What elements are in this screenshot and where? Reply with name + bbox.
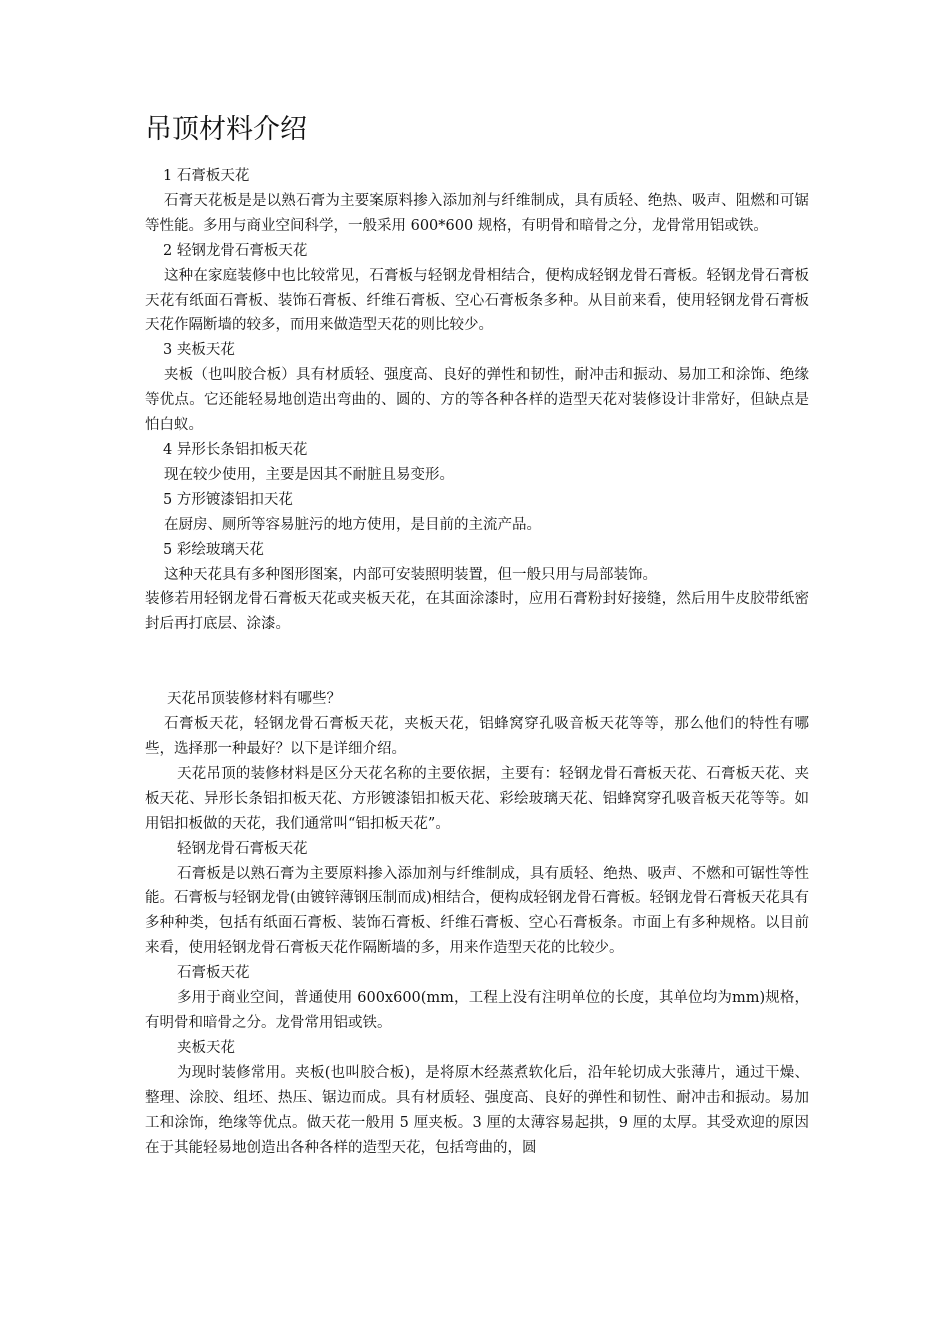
paragraph: 在厨房、厕所等容易脏污的地方使用，是目前的主流产品。 bbox=[164, 516, 541, 533]
section-heading: 5 方形镀漆铝扣天花 bbox=[163, 491, 293, 508]
paragraph: 这种天花具有多种图形图案，内部可安装照明装置，但一般只用与局部装饰。 bbox=[164, 566, 657, 583]
section-heading: 轻钢龙骨石膏板天花 bbox=[177, 840, 308, 857]
paragraph: 天花吊顶的装修材料是区分天花名称的主要依据，主要有：轻钢龙骨石膏板天花、石膏板天花、夹板天花、异形长条铝扣板天花、方形镀漆铝扣板天花、彩绘玻璃天花、铝蜂窝穿孔吸音板天花等等。如用铝扣板做的天花，我们通常叫“铝扣板天花”。 bbox=[145, 765, 809, 832]
section-spacer bbox=[145, 637, 809, 687]
section-heading: 天花吊顶装修材料有哪些？ bbox=[167, 691, 341, 708]
paragraph: 现在较少使用，主要是因其不耐脏且易变形。 bbox=[164, 466, 454, 483]
section-heading: 1 石膏板天花 bbox=[163, 168, 250, 184]
section-heading: 5 彩绘玻璃天花 bbox=[163, 541, 264, 558]
paragraph: 石膏板是以熟石膏为主要原料掺入添加剂与纤维制成，具有质轻、绝热、吸声、不燃和可锯性等性能。石膏板与轻钢龙骨(由镀锌薄钢压制而成)相结合，便构成轻钢龙骨石膏板。轻钢龙骨石膏板天花具有多种种类，包括有纸面石膏板、装饰石膏板、纤维石膏板、空心石膏板条。市面上有多种规格。以目前来看，使用轻钢龙骨石膏板天花作隔断墙的多，用来作造型天花的比较少。 bbox=[145, 865, 809, 957]
document-body bbox=[145, 164, 809, 1160]
paragraph: 这种在家庭装修中也比较常见，石膏板与轻钢龙骨相结合，便构成轻钢龙骨石膏板。轻钢龙骨石膏板天花有纸面石膏板、装饰石膏板、纤维石膏板、空心石膏板条多种。从目前来看，使用轻钢龙骨石膏板天花作隔断墙的较多，而用来做造型天花的则比较少。 bbox=[145, 267, 809, 334]
document-title: 吊顶材料介绍 bbox=[145, 114, 307, 145]
section-heading: 夹板天花 bbox=[177, 1039, 235, 1056]
paragraph: 为现时装修常用。夹板(也叫胶合板)，是将原木经蒸煮软化后，沿年轮切成大张薄片，通过干燥、整理、涂胶、组坯、热压、锯边而成。具有材质轻、强度高、良好的弹性和韧性、耐冲击和振动。易加工和涂饰，绝缘等优点。做天花一般用 5 厘夹板。3 厘的太薄容易起拱，9 厘的太厚。其受欢迎的原因在于其能轻易地创造出各种各样的造型天花，包括弯曲的，圆 bbox=[145, 1064, 809, 1156]
section-heading: 2 轻钢龙骨石膏板天花 bbox=[163, 242, 308, 259]
paragraph: 夹板（也叫胶合板）具有材质轻、强度高、良好的弹性和韧性，耐冲击和振动、易加工和涂饰、绝缘等优点。它还能轻易地创造出弯曲的、圆的、方的等各种各样的造型天花对装修设计非常好，但缺点是怕白蚁。 bbox=[145, 367, 809, 434]
paragraph: 多用于商业空间，普通使用 600x600(mm，工程上没有注明单位的长度，其单位均为mm)规格，有明骨和暗骨之分。龙骨常用铝或铁。 bbox=[145, 990, 809, 1031]
section-heading: 4 异形长条铝扣板天花 bbox=[163, 441, 308, 458]
paragraph: 石膏板天花，轻钢龙骨石膏板天花，夹板天花，铝蜂窝穿孔吸音板天花等等，那么他们的特性有哪些，选择那一种最好？以下是详细介绍。 bbox=[145, 716, 809, 758]
section-heading: 3 夹板天花 bbox=[163, 342, 235, 359]
paragraph: 石膏天花板是是以熟石膏为主要案原料掺入添加剂与纤维制成，具有质轻、绝热、吸声、阻燃和可锯等性能。多用与商业空间科学，一般采用 600*600 规格，有明骨和暗骨之分，龙骨常用铝或铁。 bbox=[145, 192, 809, 234]
section-heading: 石膏板天花 bbox=[177, 965, 250, 982]
paragraph: 装修若用轻钢龙骨石膏板天花或夹板天花，在其面涂漆时，应用石膏粉封好接缝，然后用牛皮胶带纸密封后再打底层、涂漆。 bbox=[145, 591, 809, 633]
